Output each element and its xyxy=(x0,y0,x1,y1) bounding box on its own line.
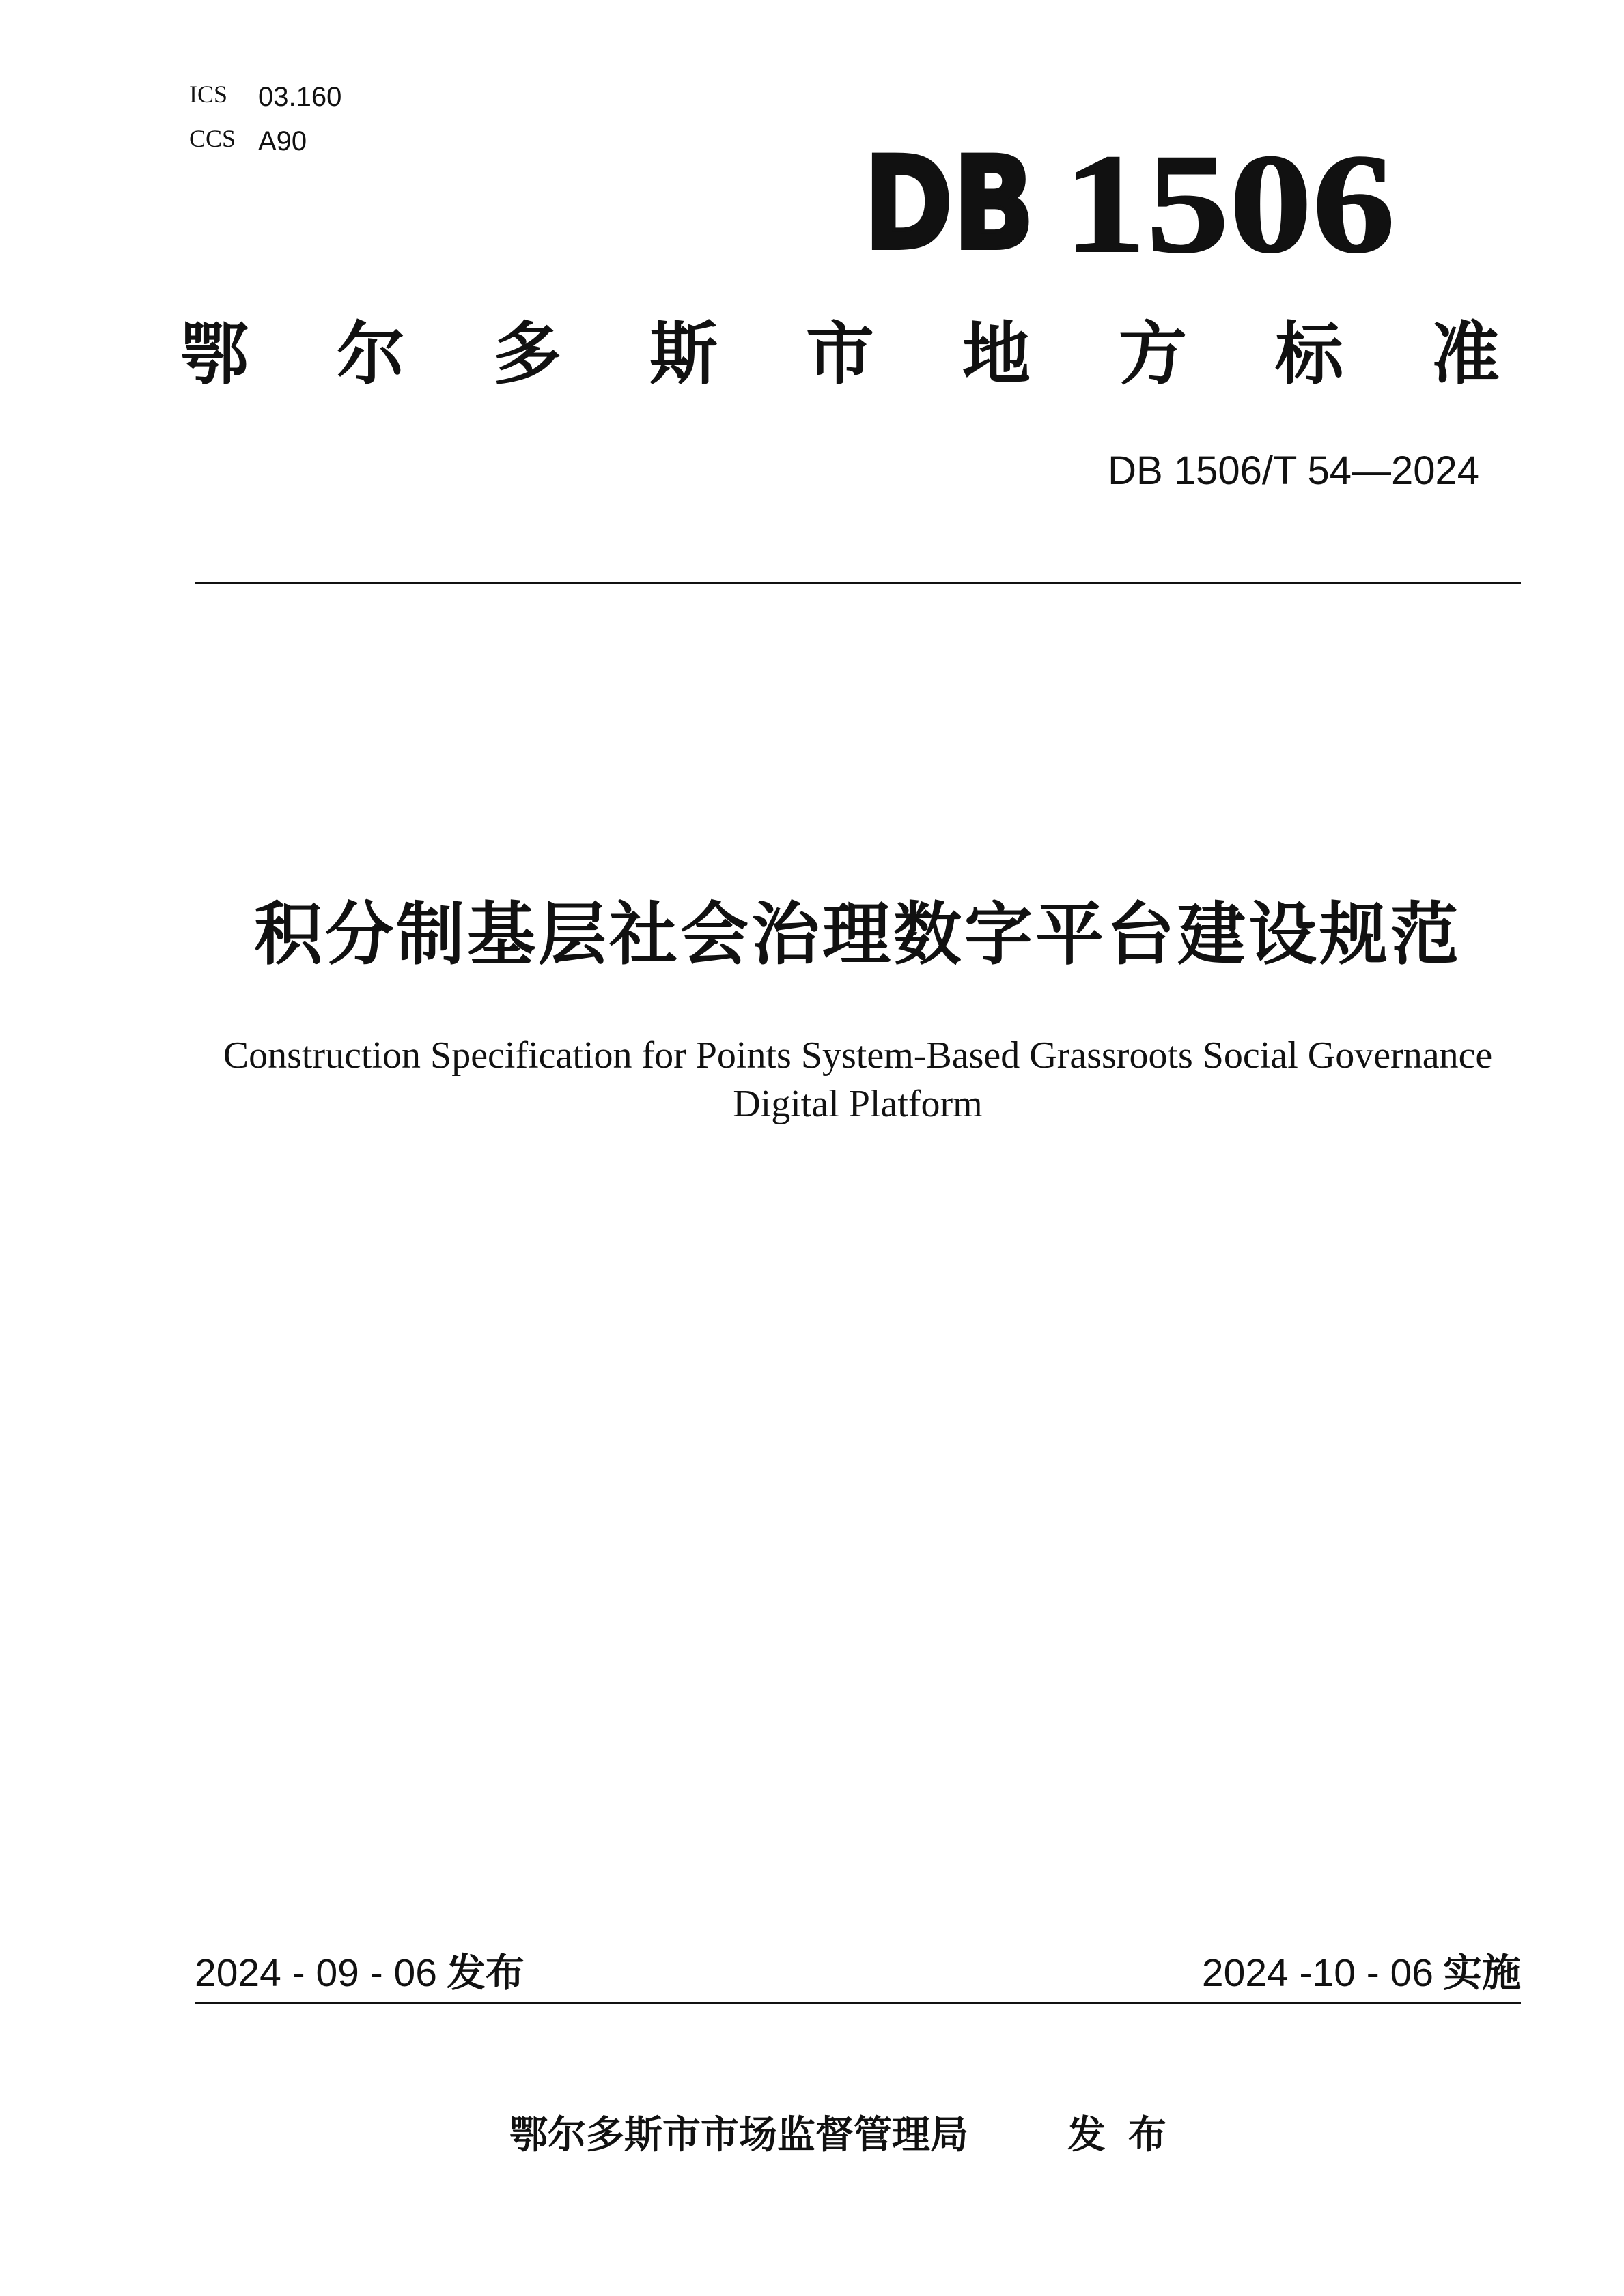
ics-label: ICS xyxy=(189,81,228,108)
release-label: 发布 xyxy=(446,1951,524,1996)
logo-prefix: DB xyxy=(864,130,1035,279)
title-english-line-2: Digital Platform xyxy=(733,1083,983,1125)
release-date: 2024 - 09 - 06 xyxy=(195,1951,437,1995)
ccs-code: A90 xyxy=(258,126,307,156)
release-date-row xyxy=(195,1951,524,1996)
standard-type: 鄂尔多斯市地方标准 xyxy=(180,314,1588,394)
ics-classification xyxy=(189,79,342,112)
logo-number: 1506 xyxy=(1063,125,1395,282)
title-chinese: 积分制基层社会治理数字平台建设规范 xyxy=(254,894,1461,974)
ics-code: 03.160 xyxy=(258,82,342,112)
implementation-date-row xyxy=(1201,1951,1521,1996)
implementation-date: 2024 -10 - 06 xyxy=(1201,1951,1433,1995)
ccs-label: CCS xyxy=(189,125,236,152)
db-logo xyxy=(847,125,1420,282)
standard-number: DB 1506/T 54—2024 xyxy=(1108,449,1479,493)
implementation-label: 实施 xyxy=(1443,1951,1521,1996)
footer-divider xyxy=(195,2002,1521,2004)
title-english-line-1: Construction Specification for Points System-Based Grassroots Social Governance xyxy=(223,1034,1493,1077)
ccs-classification xyxy=(189,124,307,154)
publisher-name: 鄂尔多斯市市场监督管理局 xyxy=(509,2113,968,2157)
publisher-action: 发布 xyxy=(1067,2113,1189,2157)
header-divider xyxy=(195,582,1521,584)
